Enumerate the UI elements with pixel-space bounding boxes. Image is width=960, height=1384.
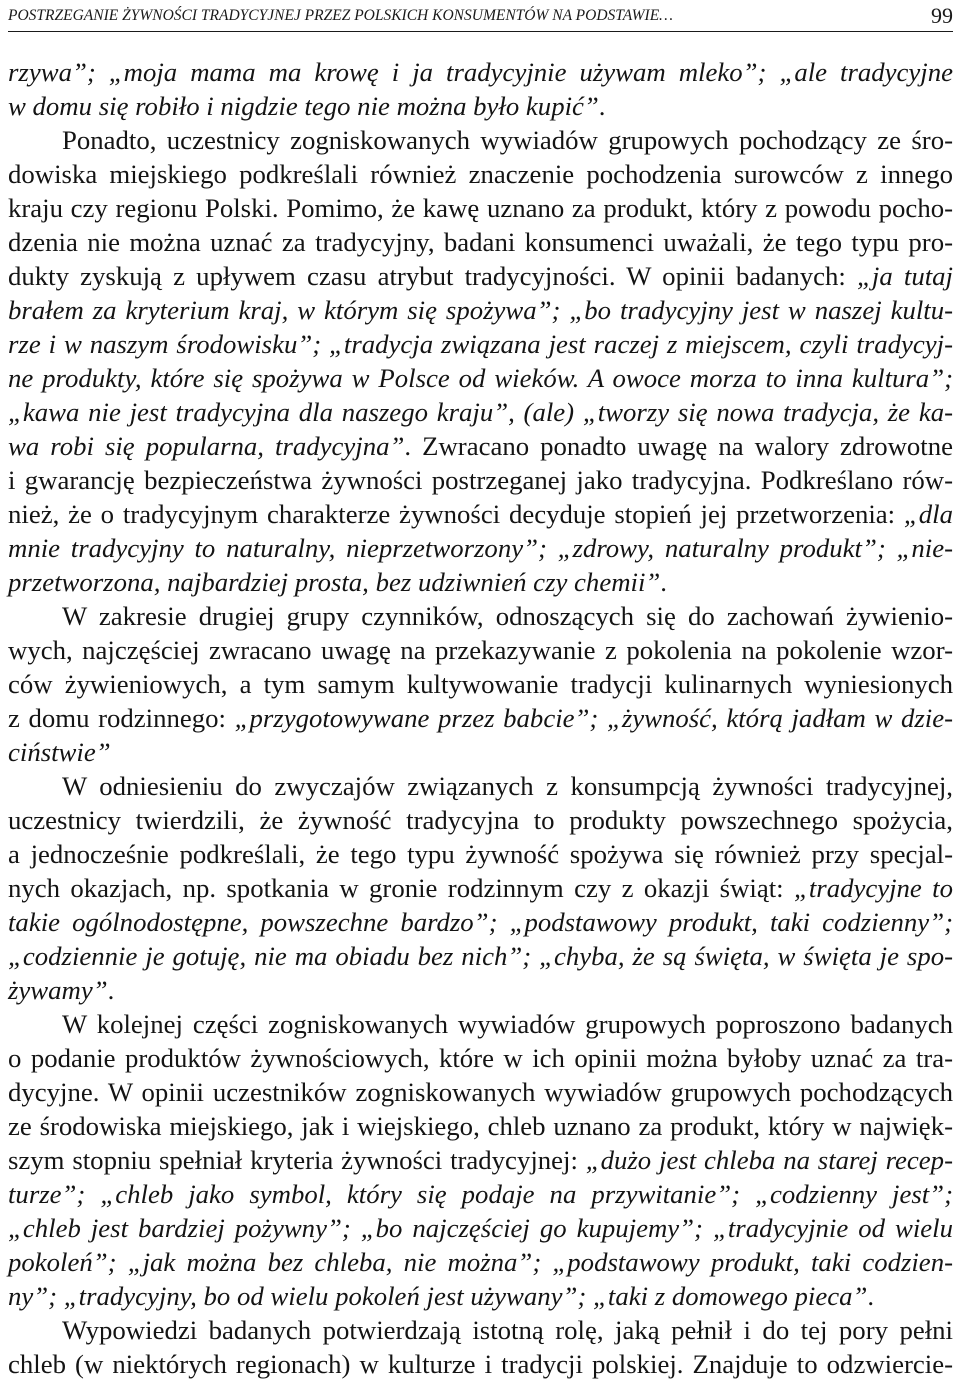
text-line [8, 259, 953, 293]
quote-run: pokoleń”; „jak można bez chleba, nie można”; „podstawowy produkt, taki codzien- [8, 1247, 953, 1277]
quote-run: ciństwie” [8, 737, 111, 767]
text-line [8, 463, 953, 497]
text-line [8, 973, 953, 1007]
text-line [8, 225, 953, 259]
text-line [8, 1109, 953, 1143]
text-line [8, 905, 953, 939]
running-header [8, 0, 953, 32]
text-run: W odniesieniu do zwyczajów związanych z konsumpcją żywności tradycyjnej, [62, 771, 953, 801]
text-line [8, 395, 953, 429]
text-run: dycyjne. W opinii uczestników zogniskowanych wywiadów grupowych pochodzących [8, 1077, 953, 1107]
text-run: Wypowiedzi badanych potwierdzają istotną rolę, jaką pełnił i do tej pory pełni [62, 1315, 953, 1345]
text-run: uczestnicy twierdzili, że żywność tradycyjna to produkty powszechnego spożycia, [8, 805, 953, 835]
paragraph [8, 769, 953, 1007]
text-line [8, 327, 953, 361]
text-line [8, 89, 953, 123]
text-run: szym stopniu spełniał kryteria żywności tradycyjnej: [8, 1145, 586, 1175]
quote-run: „kawa nie jest tradycyjna dla naszego kraju”, (ale) „tworzy się nowa tradycja, że ka- [8, 397, 953, 427]
running-title: POSTRZEGANIE ŻYWNOŚCI TRADYCYJNEJ PRZEZ POLSKICH KONSUMENTÓW NA PODSTAWIE… [8, 6, 673, 24]
text-line [8, 157, 953, 191]
text-line [8, 1245, 953, 1279]
quote-run: „chleb jest bardziej pożywny”; „bo najczęściej go kupujemy”; „tradycyjnie od wielu [8, 1213, 953, 1243]
text-line [8, 293, 953, 327]
quote-run: mnie tradycyjny to naturalny, nieprzetworzony”; „zdrowy, naturalny produkt”; „nie- [8, 533, 953, 563]
paragraph [8, 123, 953, 599]
body-text [8, 55, 953, 1381]
text-run: . [867, 1281, 875, 1311]
text-line [8, 939, 953, 973]
text-run: W zakresie drugiej grupy czynników, odnoszących się do zachowań żywienio- [62, 601, 953, 631]
text-run: a jednocześnie podkreślali, że tego typu żywność spożywa się również przy specjal- [8, 839, 953, 869]
text-line [8, 769, 953, 803]
text-run: dukty zyskują z upływem czasu atrybut tradycyjności. W opinii badanych: [8, 261, 858, 291]
text-line [8, 735, 953, 769]
text-line [8, 1143, 953, 1177]
quote-run: „przygotowywane przez babcie”; „żywność, którą jadłam w dzie- [234, 703, 953, 733]
text-line [8, 667, 953, 701]
text-run: dowiska miejskiego podkreślali również znaczenie pochodzenia surowców z innego [8, 159, 953, 189]
quote-run: „codziennie je gotuję, nie ma obiadu bez nich”; „chyba, że są święta, w święta je spo- [8, 941, 953, 971]
quote-run: żywamy” [8, 975, 108, 1005]
text-line [8, 1177, 953, 1211]
text-line [8, 701, 953, 735]
quote-run: przetworzona, najbardziej prosta, bez udziwnień czy chemii” [8, 567, 661, 597]
quote-run: „dużo jest chleba na starej recep- [585, 1145, 953, 1175]
text-run: ze środowiska miejskiego, jak i wiejskiego, chleb uznano za produkt, który w najwięk- [8, 1111, 953, 1141]
text-run: . [107, 975, 115, 1005]
text-run: nież, że o tradycyjnym charakterze żywności decyduje stopień jej przetworzenia: [8, 499, 904, 529]
quote-run: wa robi się popularna, tradycyjna” [8, 431, 405, 461]
quote-run: turze”; „chleb jako symbol, który się podaje na przywitanie”; „codzienny jest”; [8, 1179, 953, 1209]
text-line [8, 871, 953, 905]
text-run: z domu rodzinnego: [8, 703, 235, 733]
text-run: W kolejnej części zogniskowanych wywiadów grupowych poproszono badanych [62, 1009, 953, 1039]
quote-run: ny”; „tradycyjny, bo od wielu pokoleń jest używany”; „taki z domowego pieca” [8, 1281, 868, 1311]
text-run: chleb (w niektórych regionach) w kulturze i tradycji polskiej. Znajduje to odzwiercie- [8, 1349, 953, 1379]
text-run: . [660, 567, 667, 597]
text-line [8, 1313, 953, 1347]
text-run: . Zwracano ponadto uwagę na walory zdrowotne [404, 431, 953, 461]
text-run: nych okazjach, np. spotkania w gronie rodzinnym czy z okazji świąt: [8, 873, 794, 903]
text-line [8, 429, 953, 463]
text-run: Ponadto, uczestnicy zogniskowanych wywiadów grupowych pochodzący ze śro- [62, 125, 953, 155]
quote-run: „dla [903, 499, 953, 529]
quote-run: brałem za kryterium kraj, w którym się spożywa”; „bo tradycyjny jest w naszej kultu- [8, 295, 953, 325]
text-line [8, 191, 953, 225]
text-line [8, 1007, 953, 1041]
text-run: dzenia nie można uznać za tradycyjny, badani konsumenci uważali, że tego typu pro- [8, 227, 953, 257]
paragraph [8, 1313, 953, 1381]
text-line [8, 803, 953, 837]
text-run: kraju czy regionu Polski. Pomimo, że kawę uznano za produkt, który z powodu pocho- [8, 193, 953, 223]
quote-run: ne produkty, które się spożywa w Polsce od wieków. A owoce morza to inna kultura”; [8, 363, 953, 393]
text-run: i gwarancję bezpieczeństwa żywności postrzeganej jako tradycyjna. Podkreślano rów- [8, 465, 953, 495]
text-line [8, 1347, 953, 1381]
text-line [8, 1211, 953, 1245]
text-run: . [598, 91, 606, 121]
text-line [8, 565, 953, 599]
paragraph [8, 1007, 953, 1313]
text-line [8, 1075, 953, 1109]
text-run: wych, najczęściej zwracano uwagę na przekazywanie z pokolenia na pokolenie wzor- [8, 635, 953, 665]
paragraph [8, 55, 953, 123]
quote-run: „tradycyjne to [793, 873, 953, 903]
paragraph [8, 599, 953, 769]
text-line [8, 1041, 953, 1075]
quote-run: „ja tutaj [857, 261, 953, 291]
quote-run: w domu się robiło i nigdzie tego nie można było kupić” [8, 91, 599, 121]
page-number: 99 [931, 2, 953, 28]
text-line [8, 599, 953, 633]
text-line [8, 837, 953, 871]
text-line [8, 531, 953, 565]
text-run: o podanie produktów żywnościowych, które w ich opinii można byłoby uznać za tra- [8, 1043, 953, 1073]
quote-run: rzywa”; „moja mama ma krowę i ja tradycyjnie używam mleko”; „ale tradycyjne [8, 57, 953, 87]
text-line [8, 1279, 953, 1313]
text-line [8, 55, 953, 89]
quote-run: rze i w naszym środowisku”; „tradycja związana jest raczej z miejscem, czyli tradycyj- [8, 329, 953, 359]
text-run: ców żywieniowych, a tym samym kultywowanie tradycji kulinarnych wyniesionych [8, 669, 953, 699]
text-line [8, 361, 953, 395]
text-line [8, 123, 953, 157]
text-line [8, 633, 953, 667]
quote-run: takie ogólnodostępne, powszechne bardzo”; „podstawowy produkt, taki codzienny”; [8, 907, 953, 937]
text-line [8, 497, 953, 531]
